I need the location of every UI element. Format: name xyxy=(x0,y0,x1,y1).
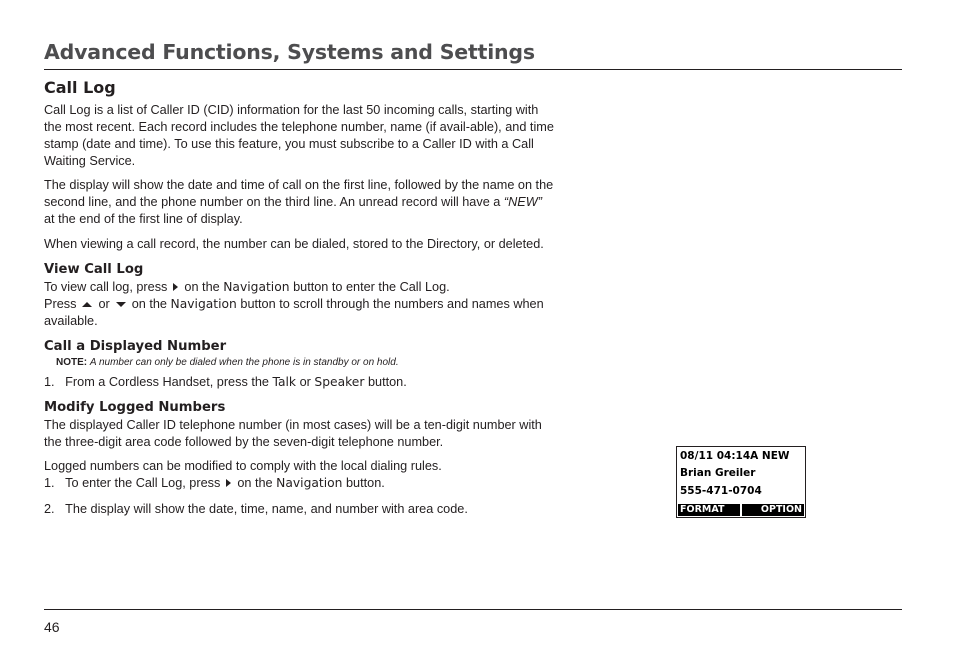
intro-p2-text-b: at the end of the first line of display. xyxy=(44,212,243,226)
softkey-divider xyxy=(740,504,742,516)
down-arrow-icon xyxy=(116,302,126,307)
text: on the xyxy=(131,297,167,311)
text: or xyxy=(299,375,311,389)
text: button. xyxy=(367,375,407,389)
intro-paragraph-2 xyxy=(44,177,554,228)
list-item xyxy=(44,475,554,492)
navigation-key-label: Navigation xyxy=(170,297,237,311)
handset-display xyxy=(676,446,806,518)
page-number: 46 xyxy=(44,619,60,635)
header-rule xyxy=(44,69,902,70)
softkey-bar xyxy=(678,504,804,516)
list-item xyxy=(44,374,554,391)
modify-paragraph-2: Logged numbers can be modified to comply with the local dialing rules. xyxy=(44,459,442,473)
right-arrow-icon xyxy=(173,283,178,291)
text: on the xyxy=(184,280,220,294)
text: From a Cordless Handset, press the xyxy=(65,375,269,389)
intro-paragraph-3: When viewing a call record, the number can be dialed, stored to the Directory, or deleted. xyxy=(44,237,544,251)
note-text: A number can only be dialed when the phone is in standby or on hold. xyxy=(89,357,399,368)
step-number: 2. xyxy=(44,502,55,516)
step-number: 1. xyxy=(44,476,55,490)
text: Press xyxy=(44,297,77,311)
intro-paragraph-1: Call Log is a list of Caller ID (CID) information for the last 50 incoming calls, starting with the most recent. Each record includes the telephone number, name (if avail-able), and time stamp (date and time). To use this feature, you must subscribe to a Caller ID with a Call Waiting Service. xyxy=(44,103,554,168)
modify-heading: Modify Logged Numbers xyxy=(44,400,226,415)
navigation-key-label: Navigation xyxy=(276,476,343,490)
step-number: 1. xyxy=(44,375,55,389)
view-call-log-heading: View Call Log xyxy=(44,262,144,277)
list-item xyxy=(44,501,554,518)
display-line-1: 08/11 04:14A NEW xyxy=(680,450,790,462)
text: on the xyxy=(237,476,273,490)
display-line-3: 555-471-0704 xyxy=(680,485,762,497)
main-content xyxy=(44,78,554,518)
modify-paragraph-1: The displayed Caller ID telephone number (in most cases) will be a ten-digit number with the three-digit area code followed by the seven-digit telephone number. xyxy=(44,418,542,449)
new-label: “NEW” xyxy=(503,195,542,209)
text: To enter the Call Log, press xyxy=(65,476,221,490)
text: button to scroll through the numbers and names when available. xyxy=(44,297,544,328)
page-title: Advanced Functions, Systems and Settings xyxy=(44,40,535,64)
text: button to enter the Call Log. xyxy=(293,280,450,294)
footer-rule xyxy=(44,609,902,610)
view-call-log-line-2 xyxy=(44,296,554,330)
softkey-option: OPTION xyxy=(760,504,802,515)
call-displayed-heading: Call a Displayed Number xyxy=(44,339,227,354)
text: To view call log, press xyxy=(44,280,168,294)
display-line-2: Brian Greiler xyxy=(680,467,756,479)
right-arrow-icon xyxy=(226,479,231,487)
text: button. xyxy=(346,476,385,490)
text: The display will show the date, time, name, and number with area code. xyxy=(65,502,468,516)
view-call-log-line-1 xyxy=(44,279,554,296)
talk-key-label: Talk xyxy=(272,375,297,389)
note xyxy=(44,356,554,370)
softkey-format: FORMAT xyxy=(680,504,725,515)
navigation-key-label: Navigation xyxy=(223,280,290,294)
note-label: NOTE: xyxy=(56,357,88,368)
text: or xyxy=(98,297,110,311)
speaker-key-label: Speaker xyxy=(314,375,365,389)
intro-p2-text-a: The display will show the date and time of call on the first line, followed by the name on the second line, and the phone number on the third line. An unread record will have a xyxy=(44,178,554,209)
section-heading: Call Log xyxy=(44,78,116,97)
up-arrow-icon xyxy=(82,302,92,307)
